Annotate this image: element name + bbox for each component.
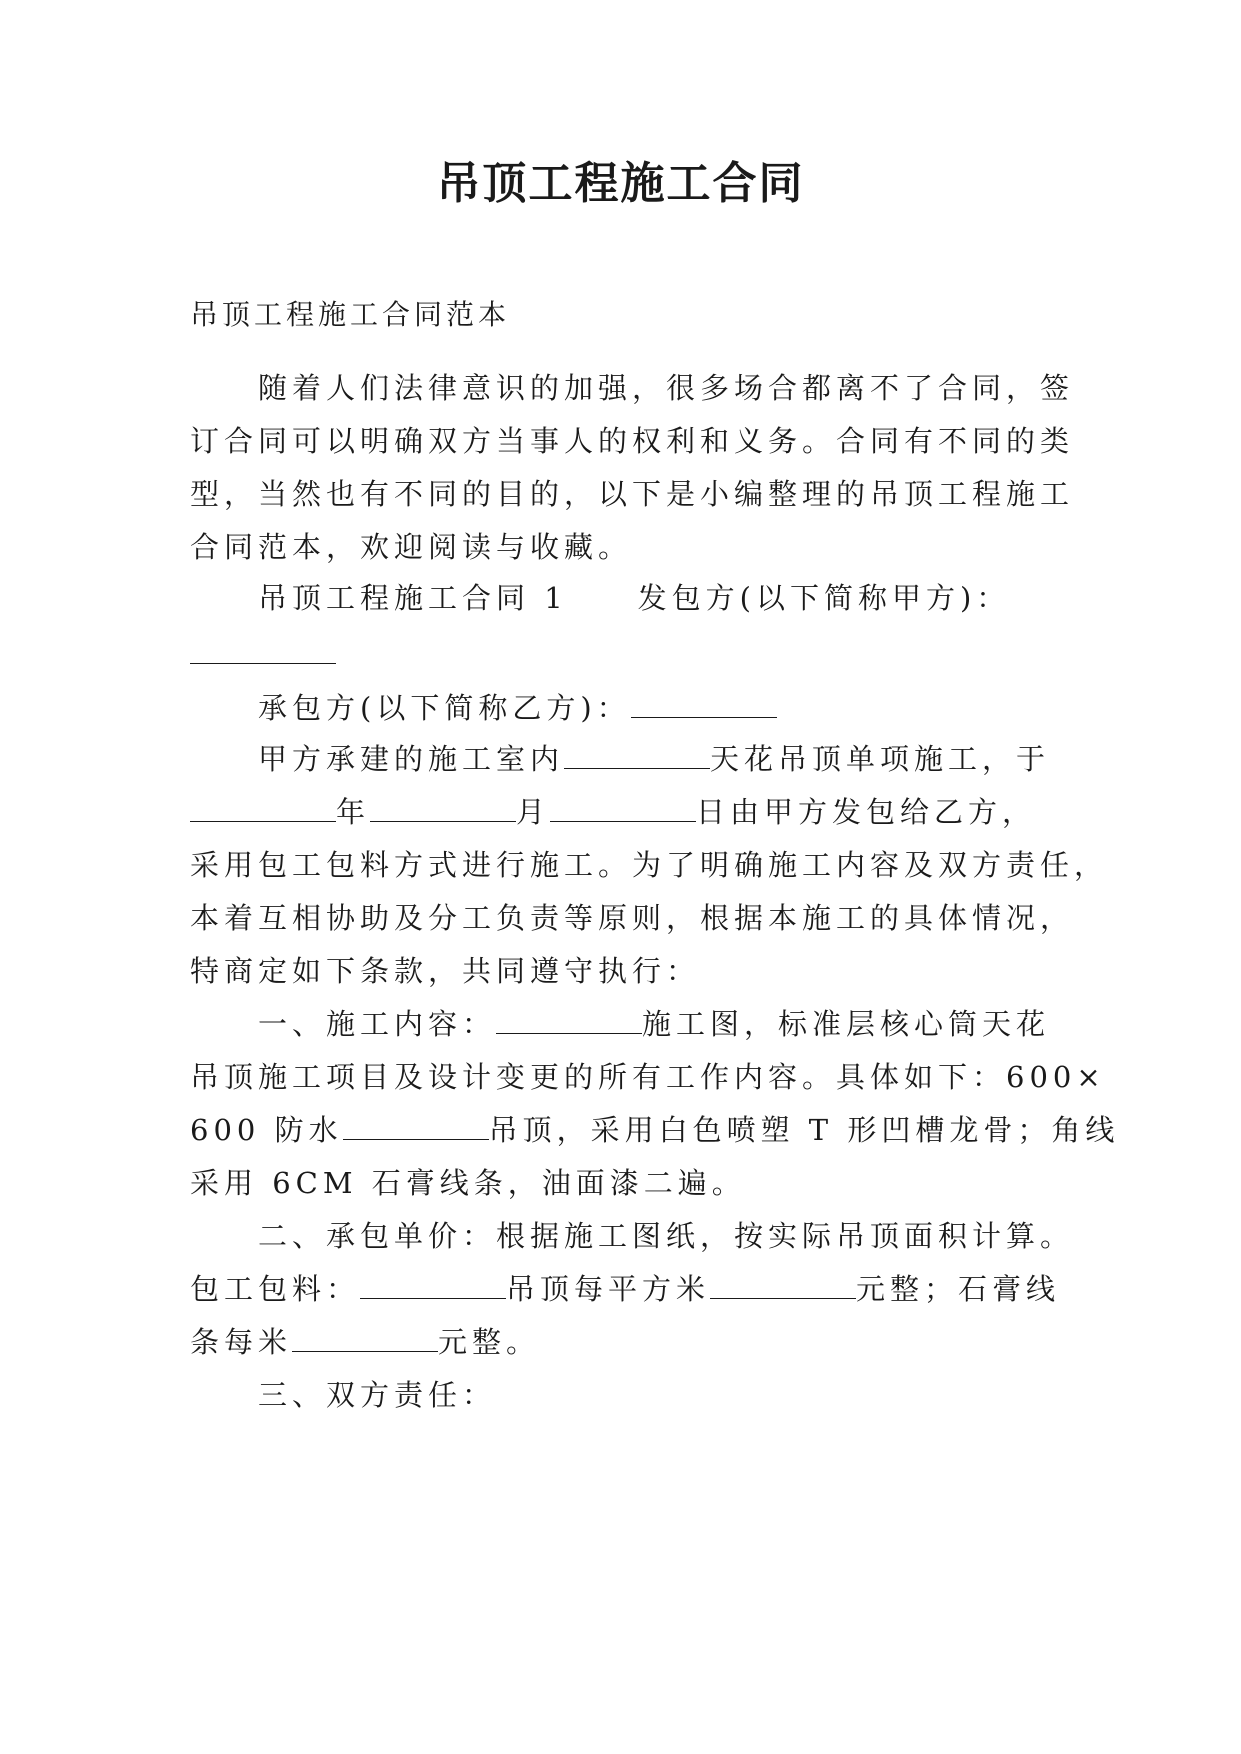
party-b-line <box>258 688 777 728</box>
drawing-blank <box>496 1007 642 1034</box>
para1-line-5: 特商定如下条款，共同遵守执行： <box>190 954 701 988</box>
section1-text-c: 600 防水 <box>190 1113 343 1147</box>
type-blank <box>360 1272 506 1299</box>
section2-text-b: 吊顶每平方米 <box>506 1272 711 1306</box>
para1-text-b: 天花吊顶单项施工，于 <box>710 742 1051 776</box>
price-per-sqm-blank <box>710 1272 856 1299</box>
price-per-meter-blank <box>292 1325 438 1352</box>
day-label: 日由甲方发包给乙方， <box>696 795 1037 829</box>
party-a-blank-line <box>190 634 336 674</box>
section3-line-1: 三、双方责任： <box>258 1378 497 1412</box>
document-subtitle: 吊顶工程施工合同范本 <box>190 298 511 331</box>
month-label: 月 <box>516 795 551 829</box>
section2-text-c: 元整；石膏线 <box>856 1272 1061 1306</box>
party-a-label: 发包方(以下简称甲方)： <box>637 581 1011 615</box>
section1-line-1 <box>258 1004 1050 1044</box>
para1-text-a: 甲方承建的施工室内 <box>258 742 565 776</box>
section1-line-2: 吊顶施工项目及设计变更的所有工作内容。具体如下：600× <box>190 1060 1106 1094</box>
year-label: 年 <box>336 795 371 829</box>
intro-line-4: 合同范本，欢迎阅读与收藏。 <box>190 530 633 564</box>
section2-text-e: 元整。 <box>438 1325 541 1359</box>
intro-line-2: 订合同可以明确双方当事人的权利和义务。合同有不同的类 <box>190 424 1075 458</box>
section1-text-d: 吊顶，采用白色喷塑 T 形凹槽龙骨；角线 <box>488 1113 1120 1147</box>
month-blank <box>370 795 516 822</box>
intro-line-3: 型，当然也有不同的目的，以下是小编整理的吊顶工程施工 <box>190 477 1075 511</box>
contract-heading: 吊顶工程施工合同 1 <box>258 581 568 615</box>
section2-line-1: 二、承包单价：根据施工图纸，按实际吊顶面积计算。 <box>258 1219 1075 1253</box>
contract-heading-line <box>258 578 1010 618</box>
party-b-label: 承包方(以下简称乙方)： <box>258 691 631 725</box>
para1-line-1 <box>258 739 1050 779</box>
section1-line-4: 采用 6CM 石膏线条，油面漆二遍。 <box>190 1166 746 1200</box>
year-blank <box>190 795 336 822</box>
section1-heading: 一、施工内容： <box>258 1007 497 1041</box>
para1-line-4: 本着互相协助及分工负责等原则，根据本施工的具体情况， <box>190 901 1075 935</box>
intro-line-1: 随着人们法律意识的加强，很多场合都离不了合同，签 <box>258 371 1075 405</box>
location-blank <box>564 742 710 769</box>
section2-text-d: 条每米 <box>190 1325 293 1359</box>
material-blank <box>343 1113 489 1140</box>
section2-text-a: 包工包料： <box>190 1272 361 1306</box>
section1-text: 施工图，标准层核心筒天花 <box>642 1007 1051 1041</box>
party-b-blank <box>631 691 777 718</box>
party-a-blank <box>190 637 336 664</box>
section1-line-3 <box>190 1110 1119 1150</box>
para1-line-3: 采用包工包料方式进行施工。为了明确施工内容及双方责任， <box>190 848 1109 882</box>
section2-line-3 <box>190 1322 540 1362</box>
day-blank <box>550 795 696 822</box>
para1-line-2 <box>190 792 1036 832</box>
document-title: 吊顶工程施工合同 <box>436 158 805 209</box>
section2-line-2 <box>190 1269 1060 1309</box>
